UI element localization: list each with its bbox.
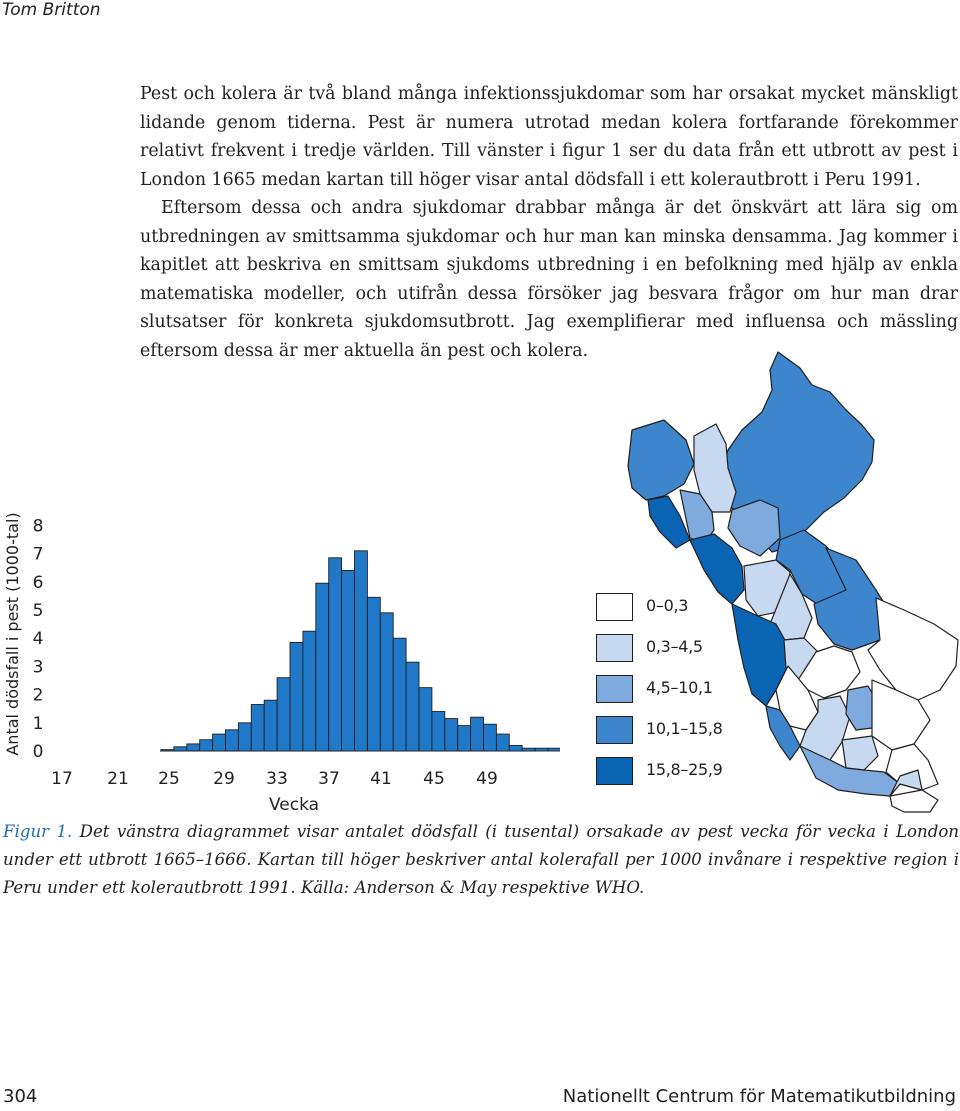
legend-item	[596, 713, 766, 754]
bar	[316, 583, 329, 751]
figure-caption-label: Figur 1.	[3, 822, 73, 841]
figure-caption	[3, 818, 959, 902]
y-tick-label: 5	[32, 601, 44, 621]
bar	[174, 747, 187, 751]
y-tick-labels	[33, 516, 44, 762]
footer-organization: Nationellt Centrum för Matematikutbildning	[562, 1086, 956, 1107]
bar	[432, 712, 445, 752]
legend-label: 0–0,3	[646, 596, 689, 615]
x-tick-label: 49	[476, 769, 498, 789]
page-number: 304	[3, 1086, 38, 1107]
bar	[419, 688, 432, 751]
x-tick-label: 25	[158, 769, 180, 789]
bar	[393, 638, 406, 751]
bar	[303, 631, 316, 751]
x-tick-labels	[51, 769, 498, 789]
bar	[187, 744, 200, 751]
legend-item	[596, 754, 766, 795]
bar	[445, 719, 458, 751]
bar	[535, 748, 548, 751]
bar	[355, 551, 368, 751]
x-tick-label: 41	[370, 769, 392, 789]
legend-label: 15,8–25,9	[646, 760, 723, 779]
bar	[496, 734, 509, 751]
bar	[471, 717, 484, 751]
legend-label: 4,5–10,1	[646, 678, 713, 697]
bar	[329, 558, 342, 751]
map-legend	[596, 590, 766, 795]
plague-bar-chart	[0, 500, 560, 820]
bar	[277, 678, 290, 751]
y-tick-label: 4	[32, 629, 44, 650]
body-text	[140, 80, 958, 365]
bar	[213, 734, 226, 751]
bar	[251, 705, 264, 752]
legend-swatch	[596, 593, 633, 621]
y-tick-label: 0	[32, 742, 44, 762]
y-tick-label: 2	[32, 685, 44, 706]
x-tick-label: 17	[51, 769, 73, 789]
bar	[367, 597, 380, 751]
x-tick-label: 37	[318, 769, 340, 789]
legend-label: 10,1–15,8	[646, 719, 723, 738]
map-region-apurimac	[842, 736, 878, 770]
y-tick-label: 6	[32, 572, 44, 593]
figure-caption-text: Det vänstra diagrammet visar antalet dödsfall (i tusental) orsakade av pest vecka för vecka i London under ett utbrott 1665–1666. Kartan till höger beskriver antal kolerafall per 1000 invånare i respektive region i Peru under ett kolerautbrott 1991. Källa: Anderson & May respektive WHO.	[3, 822, 959, 897]
legend-swatch	[596, 634, 633, 662]
x-tick-label: 33	[266, 769, 288, 789]
bar	[458, 726, 471, 751]
legend-item	[596, 672, 766, 713]
y-tick-label: 1	[32, 713, 44, 734]
bar	[484, 724, 497, 751]
bar	[226, 730, 239, 751]
bar	[200, 740, 213, 751]
x-tick-label: 45	[423, 769, 445, 789]
y-tick-label: 7	[32, 544, 44, 565]
x-tick-label: 29	[213, 769, 235, 789]
paragraph-2: Eftersom dessa och andra sjukdomar drabbar många är det önskvärt att lära sig om utbredningen av smittsamma sjukdomar och hur man kan minska densamma. Jag kommer i kapitlet att beskriva en smittsam sjukdoms utbredning i en befolkning med hjälp av enkla matematiska modeller, och utifrån dessa försöker jag besvara frågor om hur man drar slutsatser för konkreta sjukdomsutbrott. Jag exemplifierar med influensa och mässling eftersom dessa är mer aktuella än pest och kolera.	[140, 198, 958, 361]
legend-label: 0,3–4,5	[646, 637, 703, 656]
legend-item	[596, 631, 766, 672]
y-tick-label: 3	[32, 657, 44, 678]
legend-swatch	[596, 675, 633, 703]
bar	[264, 700, 277, 751]
legend-swatch	[596, 757, 633, 785]
paragraph-1: Pest och kolera är två bland många infektionssjukdomar som har orsakat mycket mänskligt lidande genom tiderna. Pest är numera utrotad medan kolera fortfarande förekommer relativt frekvent i tredje världen. Till vänster i figur 1 ser du data från ett utbrott av pest i London 1665 medan kartan till höger visar antal dödsfall i ett kolerautbrott i Peru 1991.	[140, 84, 958, 190]
bar-series	[161, 551, 560, 751]
map-region-tacna	[890, 790, 938, 812]
bar	[161, 750, 174, 751]
bar	[406, 662, 419, 751]
y-tick-label: 8	[32, 516, 44, 537]
y-axis-label: Antal dödsfall i pest (1000-tal)	[3, 512, 22, 756]
bar	[380, 613, 393, 751]
bar	[522, 748, 535, 751]
x-axis-label: Vecka	[268, 795, 320, 815]
running-header-author: Tom Britton	[2, 0, 101, 20]
legend-item	[596, 590, 766, 631]
legend-swatch	[596, 716, 633, 744]
bar	[290, 642, 303, 751]
bar	[509, 745, 522, 751]
bar	[238, 723, 251, 751]
map-region-tumbes	[628, 420, 694, 500]
x-tick-label: 21	[107, 769, 129, 789]
bar	[548, 748, 560, 751]
bar	[342, 571, 355, 752]
